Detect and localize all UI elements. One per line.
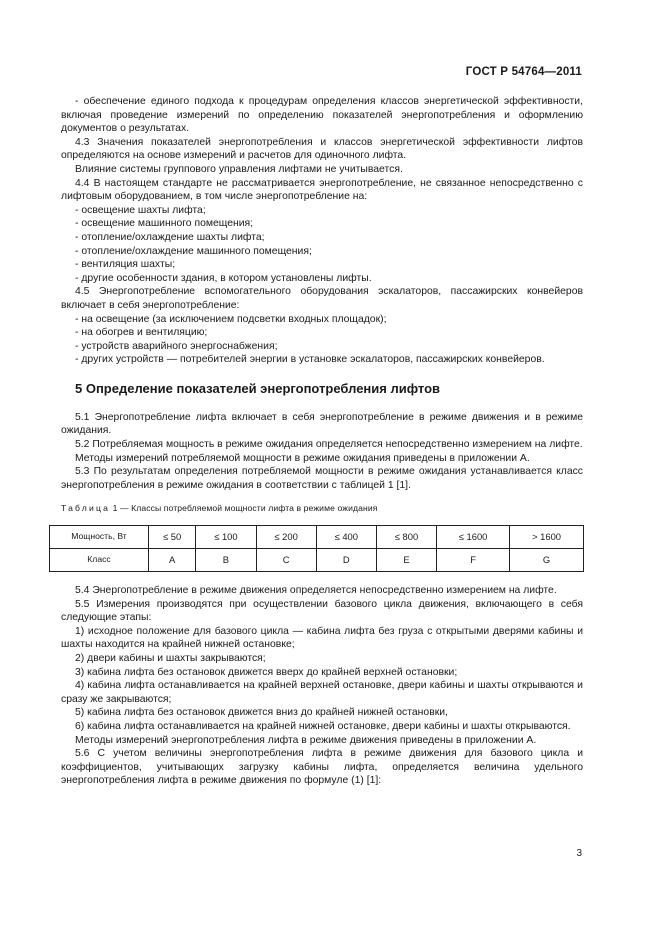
list-item: - на освещение (за исключением подсветки входных площадок); [75, 313, 387, 325]
paragraph: - обеспечение единого подхода к процедурам определения классов энергетической эффективности, включая проведение измерений по определению показателей энергопотребления и оформлению документов о результатах. [61, 96, 583, 135]
table-cell: D [316, 549, 376, 572]
paragraph: 4.3 Значения показателей энергопотребления и классов энергетической эффективности лифтов определяются на основе измерений и расчетов для одиночного лифта. [61, 136, 583, 162]
table-cell: F [437, 549, 510, 572]
table-caption-word: Таблица [61, 503, 111, 514]
list-item: 4) кабина лифта останавливается на крайней верхней остановке, двери кабины и шахты открываются и сразу же закрываются; [61, 680, 583, 705]
paragraph: 4.4 В настоящем стандарте не рассматривается энергопотребление, не связанное непосредственно с лифтовым оборудованием, в том числе энергопотребление на: [61, 177, 583, 203]
document-body [61, 95, 583, 788]
paragraph: 5.6 С учетом величины энергопотребления лифта в режиме движения для базового цикла и коэффициентов, учитывающих загрузку кабины лифта, определяется величина удельного энергопотребления лифта в режиме движения по формуле (1) [1]: [61, 748, 583, 787]
table-row-label-power: Мощность, Вт [50, 526, 149, 549]
table-cell: ≤ 100 [196, 526, 256, 549]
list-item: - на обогрев и вентиляцию; [75, 327, 208, 339]
paragraph: 5.1 Энергопотребление лифта включает в себя энергопотребление в режиме движения и в режиме ожидания. [61, 411, 583, 437]
table-cell: > 1600 [510, 526, 584, 549]
paragraph: Методы измерений потребляемой мощности в режиме ожидания приведены в приложении А. [75, 452, 530, 464]
table-cell: ≤ 800 [376, 526, 436, 549]
paragraph: 4.5 Энергопотребление вспомогательного оборудования эскалаторов, пассажирских конвейеров включает в себя энергопотребление: [61, 286, 583, 311]
table-cell: E [376, 549, 436, 572]
table-cell: G [510, 549, 584, 572]
list-item: - отопление/охлаждение шахты лифта; [75, 231, 265, 243]
list-item: 2) двери кабины и шахты закрываются; [75, 653, 266, 664]
list-item: 3) кабина лифта без остановок движется вверх до крайней верхней остановки; [75, 666, 458, 678]
table-row-class [50, 549, 584, 572]
table-cell: ≤ 1600 [437, 526, 510, 549]
page-number: 3 [576, 848, 582, 859]
paragraph: 5.5 Измерения производятся при осуществлении базового цикла движения, включающего в себя следующие этапы: [61, 598, 583, 624]
list-item: - освещение шахты лифта; [75, 204, 206, 216]
list-item: - других устройств — потребителей энергии в установке эскалаторов, пассажирских конвейеров. [75, 354, 545, 366]
list-item: 5) кабина лифта без остановок движется вниз до крайней нижней остановки, [75, 707, 448, 719]
section-5-heading: 5 Определение показателей энергопотребления лифтов [75, 380, 441, 396]
list-item: 6) кабина лифта останавливается на крайней нижней остановке, двери кабины и шахты открываются. [75, 720, 571, 732]
paragraph: 5.4 Энергопотребление в режиме движения определяется непосредственно измерением на лифте. [75, 585, 557, 597]
paragraph: 5.3 По результатам определения потребляемой мощности в режиме ожидания устанавливается класс энергопотребления в режиме ожидания в соответствии с таблицей 1 [1]. [61, 466, 583, 491]
table-cell: B [196, 549, 256, 572]
clauses-4-block [61, 95, 583, 367]
table-row-power [50, 526, 584, 549]
table-cell: C [256, 549, 316, 572]
table-cell: ≤ 400 [316, 526, 376, 549]
table-cell: ≤ 200 [256, 526, 316, 549]
table-1-caption [61, 502, 583, 516]
list-item: - отопление/охлаждение машинного помещения; [75, 245, 312, 257]
table-caption-title: 1 — Классы потребляемой мощности лифта в режиме ожидания [110, 503, 378, 514]
table-cell: ≤ 50 [149, 526, 196, 549]
table-cell: A [149, 549, 196, 572]
clauses-5-4-5-6-block [61, 584, 583, 788]
list-item: - устройств аварийного энергоснабжения; [75, 340, 278, 352]
table-1-power-classes [49, 525, 584, 572]
clauses-5-1-5-3-block [61, 411, 583, 493]
list-item: - вентиляция шахты; [75, 259, 176, 271]
document-header: ГОСТ Р 54764—2011 [465, 66, 582, 78]
table-row-label-class: Класс [50, 549, 149, 572]
paragraph: Методы измерений энергопотребления лифта в режиме движения приведены в приложении А. [75, 734, 537, 746]
list-item: - освещение машинного помещения; [75, 218, 254, 230]
paragraph: 5.2 Потребляемая мощность в режиме ожидания определяется непосредственно измерением на лифте. [75, 439, 583, 451]
list-item: - другие особенности здания, в котором установлены лифты. [75, 272, 372, 284]
list-item: 1) исходное положение для базового цикла — кабина лифта без груза с открытыми дверями кабины и шахты находится на крайней нижней остановке; [61, 625, 583, 651]
paragraph: Влияние системы группового управления лифтами не учитывается. [75, 163, 403, 175]
